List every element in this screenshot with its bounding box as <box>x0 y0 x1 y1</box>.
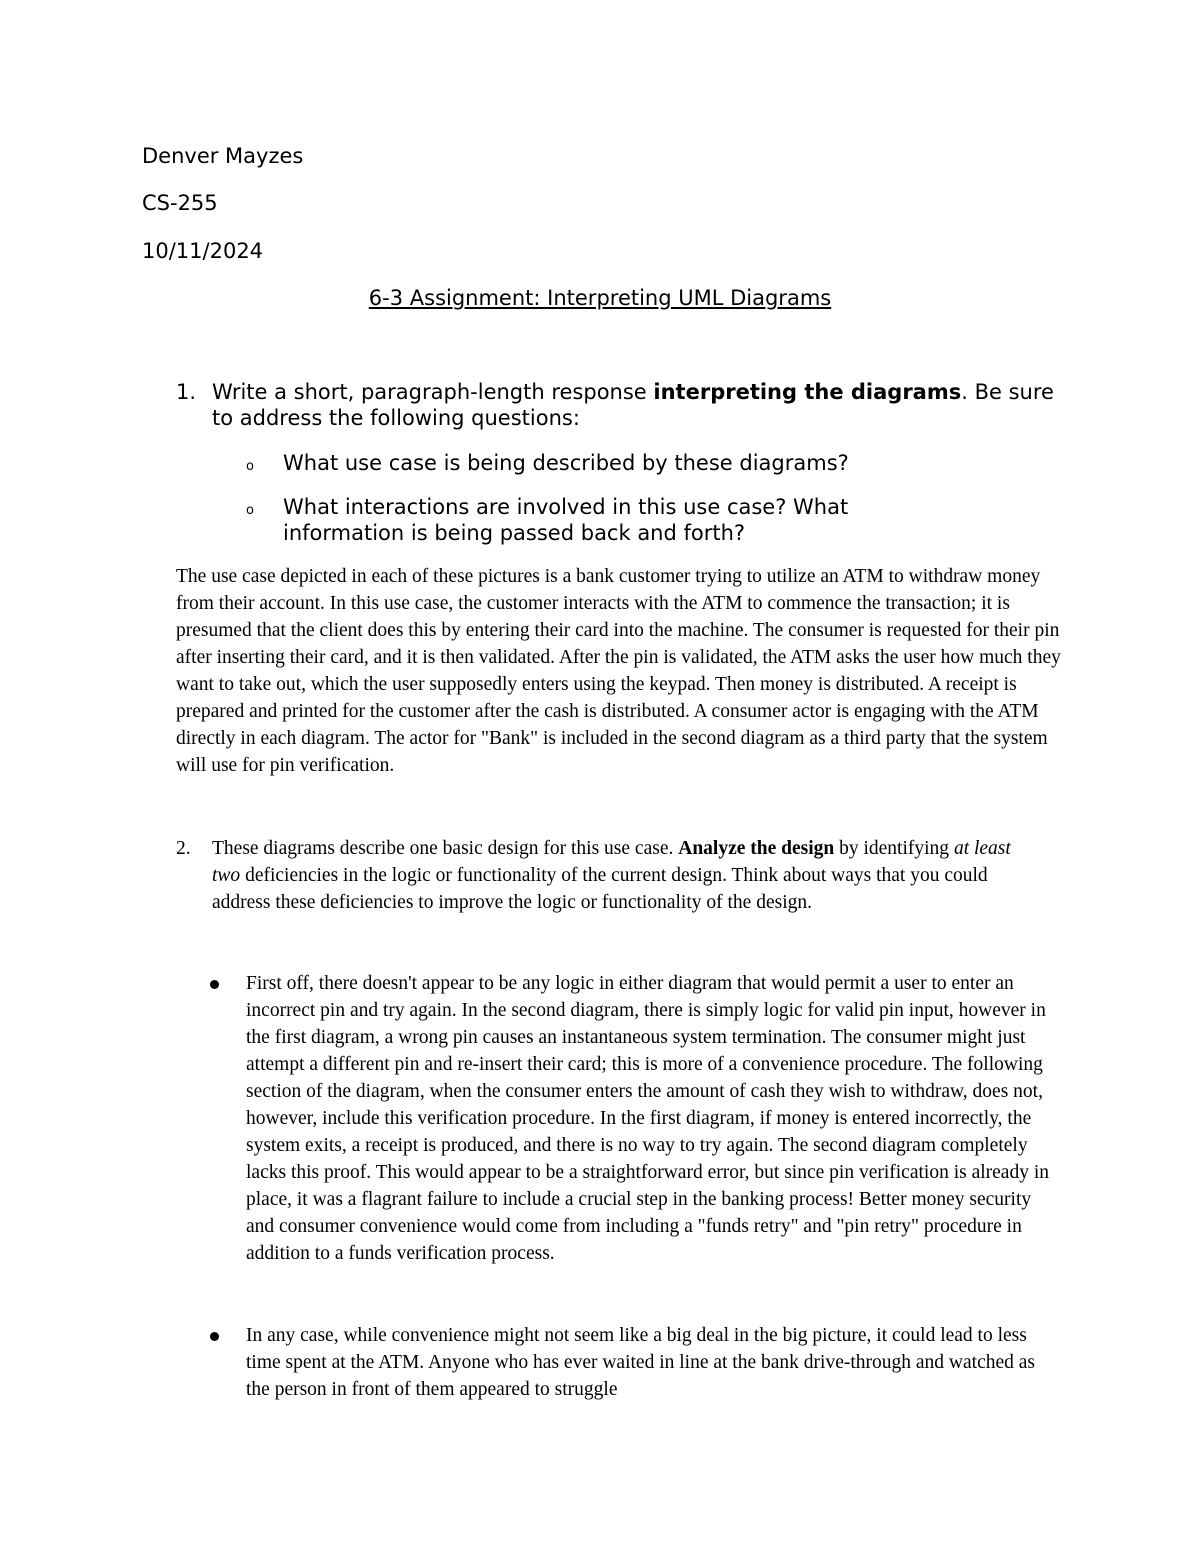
subquestion-1 <box>246 450 946 476</box>
author-name: Denver Mayzes <box>142 144 304 168</box>
question-1-number: 1. <box>176 380 197 404</box>
question-2-text <box>212 835 1036 916</box>
answer-2-bullet-2-text: In any case, while convenience might not seem like a big deal in the big picture, it could lead to less time spent at the ATM. Anyone who has ever waited in line at the bank drive-through and watched as the person in front of them appeared to struggle <box>246 1325 1035 1400</box>
question-2-text-part3: by identifying <box>834 838 954 859</box>
document-title: 6-3 Assignment: Interpreting UML Diagrams <box>368 286 832 310</box>
hollow-bullet-icon: o <box>246 459 254 474</box>
answer-2-bullet-2 <box>210 1322 1060 1403</box>
answer-1-paragraph: The use case depicted in each of these pictures is a bank customer trying to utilize an ATM to withdraw money from their account. In this use case, the customer interacts with the ATM to commence the transaction; it is presumed that the client does this by entering their card into the machine. The consumer is requested for their pin after inserting their card, and it is then validated. After the pin is validated, the ATM asks the user how much they want to take out, which the user supposedly enters using the keypad. Then money is distributed. A receipt is prepared and printed for the customer after the cash is distributed. A consumer actor is engaging with the ATM directly in each diagram. The actor for "Bank" is included in the second diagram as a third party that the system will use for pin verification. <box>176 566 1061 776</box>
question-2-text-bold: Analyze the design <box>678 838 835 859</box>
question-1-text-end: . Be sure to address the following questions: <box>212 380 1054 430</box>
answer-2-bullet-1 <box>210 970 1060 1267</box>
subquestion-2 <box>246 494 946 546</box>
question-2-text-part5: deficiencies in the logic or functionality of the current design. Think about ways that you could address these deficiencies to improve the logic or functionality of the design. <box>212 865 988 913</box>
bullet-dot-icon <box>210 1332 219 1341</box>
subquestion-1-text: What use case is being described by these diagrams? <box>283 451 849 475</box>
question-1 <box>176 379 1076 431</box>
answer-2-bullet-1-text: First off, there doesn't appear to be any logic in either diagram that would permit a user to enter an incorrect pin and try again. In the second diagram, there is simply logic for valid pin input, however in the first diagram, a wrong pin causes an instantaneous system termination. The consumer might just attempt a different pin and re-insert their card; this is more of a convenience procedure. The following section of the diagram, when the consumer enters the amount of cash they wish to withdraw, does not, however, include this verification procedure. In the first diagram, if money is entered incorrectly, the system exits, a receipt is produced, and there is no way to try again. The second diagram completely lacks this proof. This would appear to be a straightforward error, but since pin verification is already in place, it was a flagrant failure to include a crucial step in the banking process! Better money security and consumer convenience would come from including a "funds retry" and "pin retry" procedure in addition to a funds verification process. <box>246 973 1049 1264</box>
question-1-text-bold: interpreting the diagrams <box>653 380 962 404</box>
question-2-number: 2. <box>176 838 191 859</box>
course-code: CS-255 <box>142 191 218 215</box>
subquestion-2-text: What interactions are involved in this use case? What information is being passed back and forth? <box>283 495 849 545</box>
hollow-bullet-icon: o <box>246 503 254 518</box>
question-1-text-start: Write a short, paragraph-length response <box>212 380 654 404</box>
question-2 <box>176 835 1036 916</box>
assignment-date: 10/11/2024 <box>142 239 264 263</box>
bullet-dot-icon <box>210 980 219 989</box>
question-2-text-part1: These diagrams describe one basic design for this use case. <box>212 838 679 859</box>
question-1-text <box>212 379 1076 431</box>
question-2-text-italic: at least two <box>212 838 1011 886</box>
